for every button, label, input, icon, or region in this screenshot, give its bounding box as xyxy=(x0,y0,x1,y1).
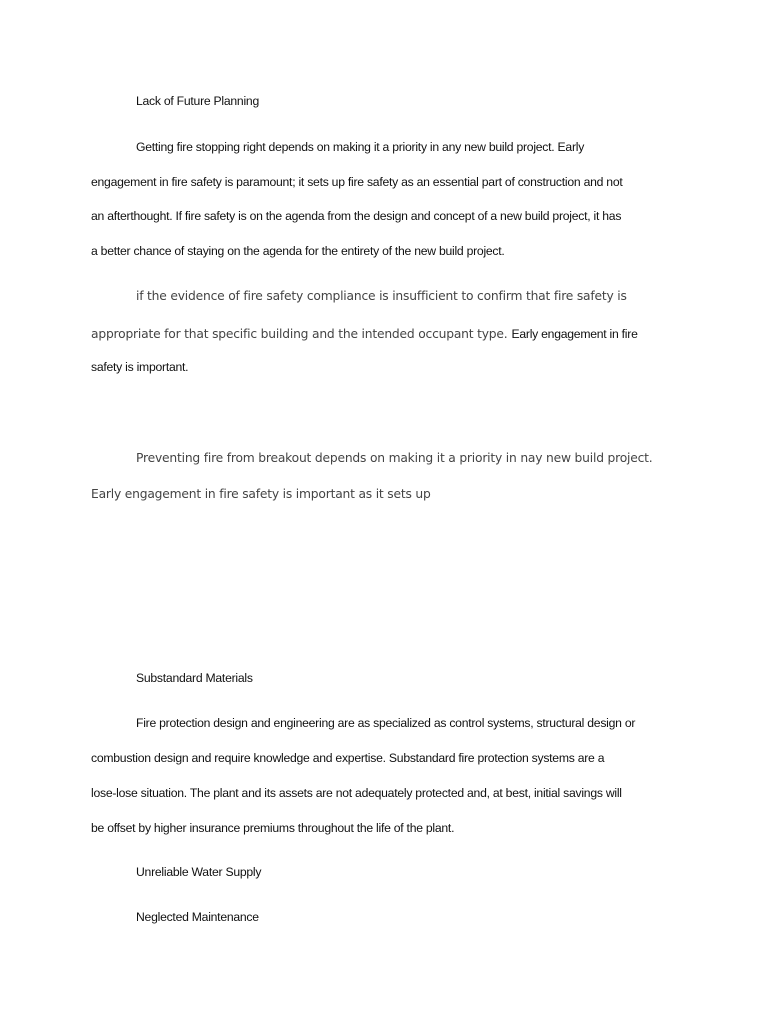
para2-line2-bold: Early engagement in fire xyxy=(511,327,638,341)
para2-line2-regular: appropriate for that specific building and the intended occupant type. xyxy=(91,327,508,341)
para1-line3: an afterthought. If fire safety is on the agenda from the design and concept of a new build project, it has xyxy=(91,209,622,223)
para2-line2 xyxy=(91,325,638,343)
para3-line1: Preventing fire from breakout depends on making it a priority in nay new build project. xyxy=(136,451,653,465)
para4-line4: be offset by higher insurance premiums throughout the life of the plant. xyxy=(91,821,455,835)
para1-line2: engagement in fire safety is paramount; it sets up fire safety as an essential part of construction and not xyxy=(91,175,623,189)
para2-line1: if the evidence of fire safety compliance is insufficient to confirm that fire safety is xyxy=(136,289,627,303)
para4-line2: combustion design and require knowledge and expertise. Substandard fire protection systems are a xyxy=(91,751,605,765)
para1-line1: Getting fire stopping right depends on making it a priority in any new build project. Early xyxy=(136,140,585,154)
para2-line3: safety is important. xyxy=(91,360,189,374)
heading-lack-of-future-planning: Lack of Future Planning xyxy=(136,94,259,108)
heading-neglected-maintenance: Neglected Maintenance xyxy=(136,910,259,924)
para3-line2: Early engagement in fire safety is important as it sets up xyxy=(91,487,431,501)
para4-line3: lose-lose situation. The plant and its assets are not adequately protected and, at best, initial savings will xyxy=(91,786,622,800)
para1-line4: a better chance of staying on the agenda for the entirety of the new build project. xyxy=(91,244,505,258)
para4-line1: Fire protection design and engineering are as specialized as control systems, structural design or xyxy=(136,716,636,730)
heading-substandard-materials: Substandard Materials xyxy=(136,671,253,685)
heading-unreliable-water-supply: Unreliable Water Supply xyxy=(136,865,262,879)
